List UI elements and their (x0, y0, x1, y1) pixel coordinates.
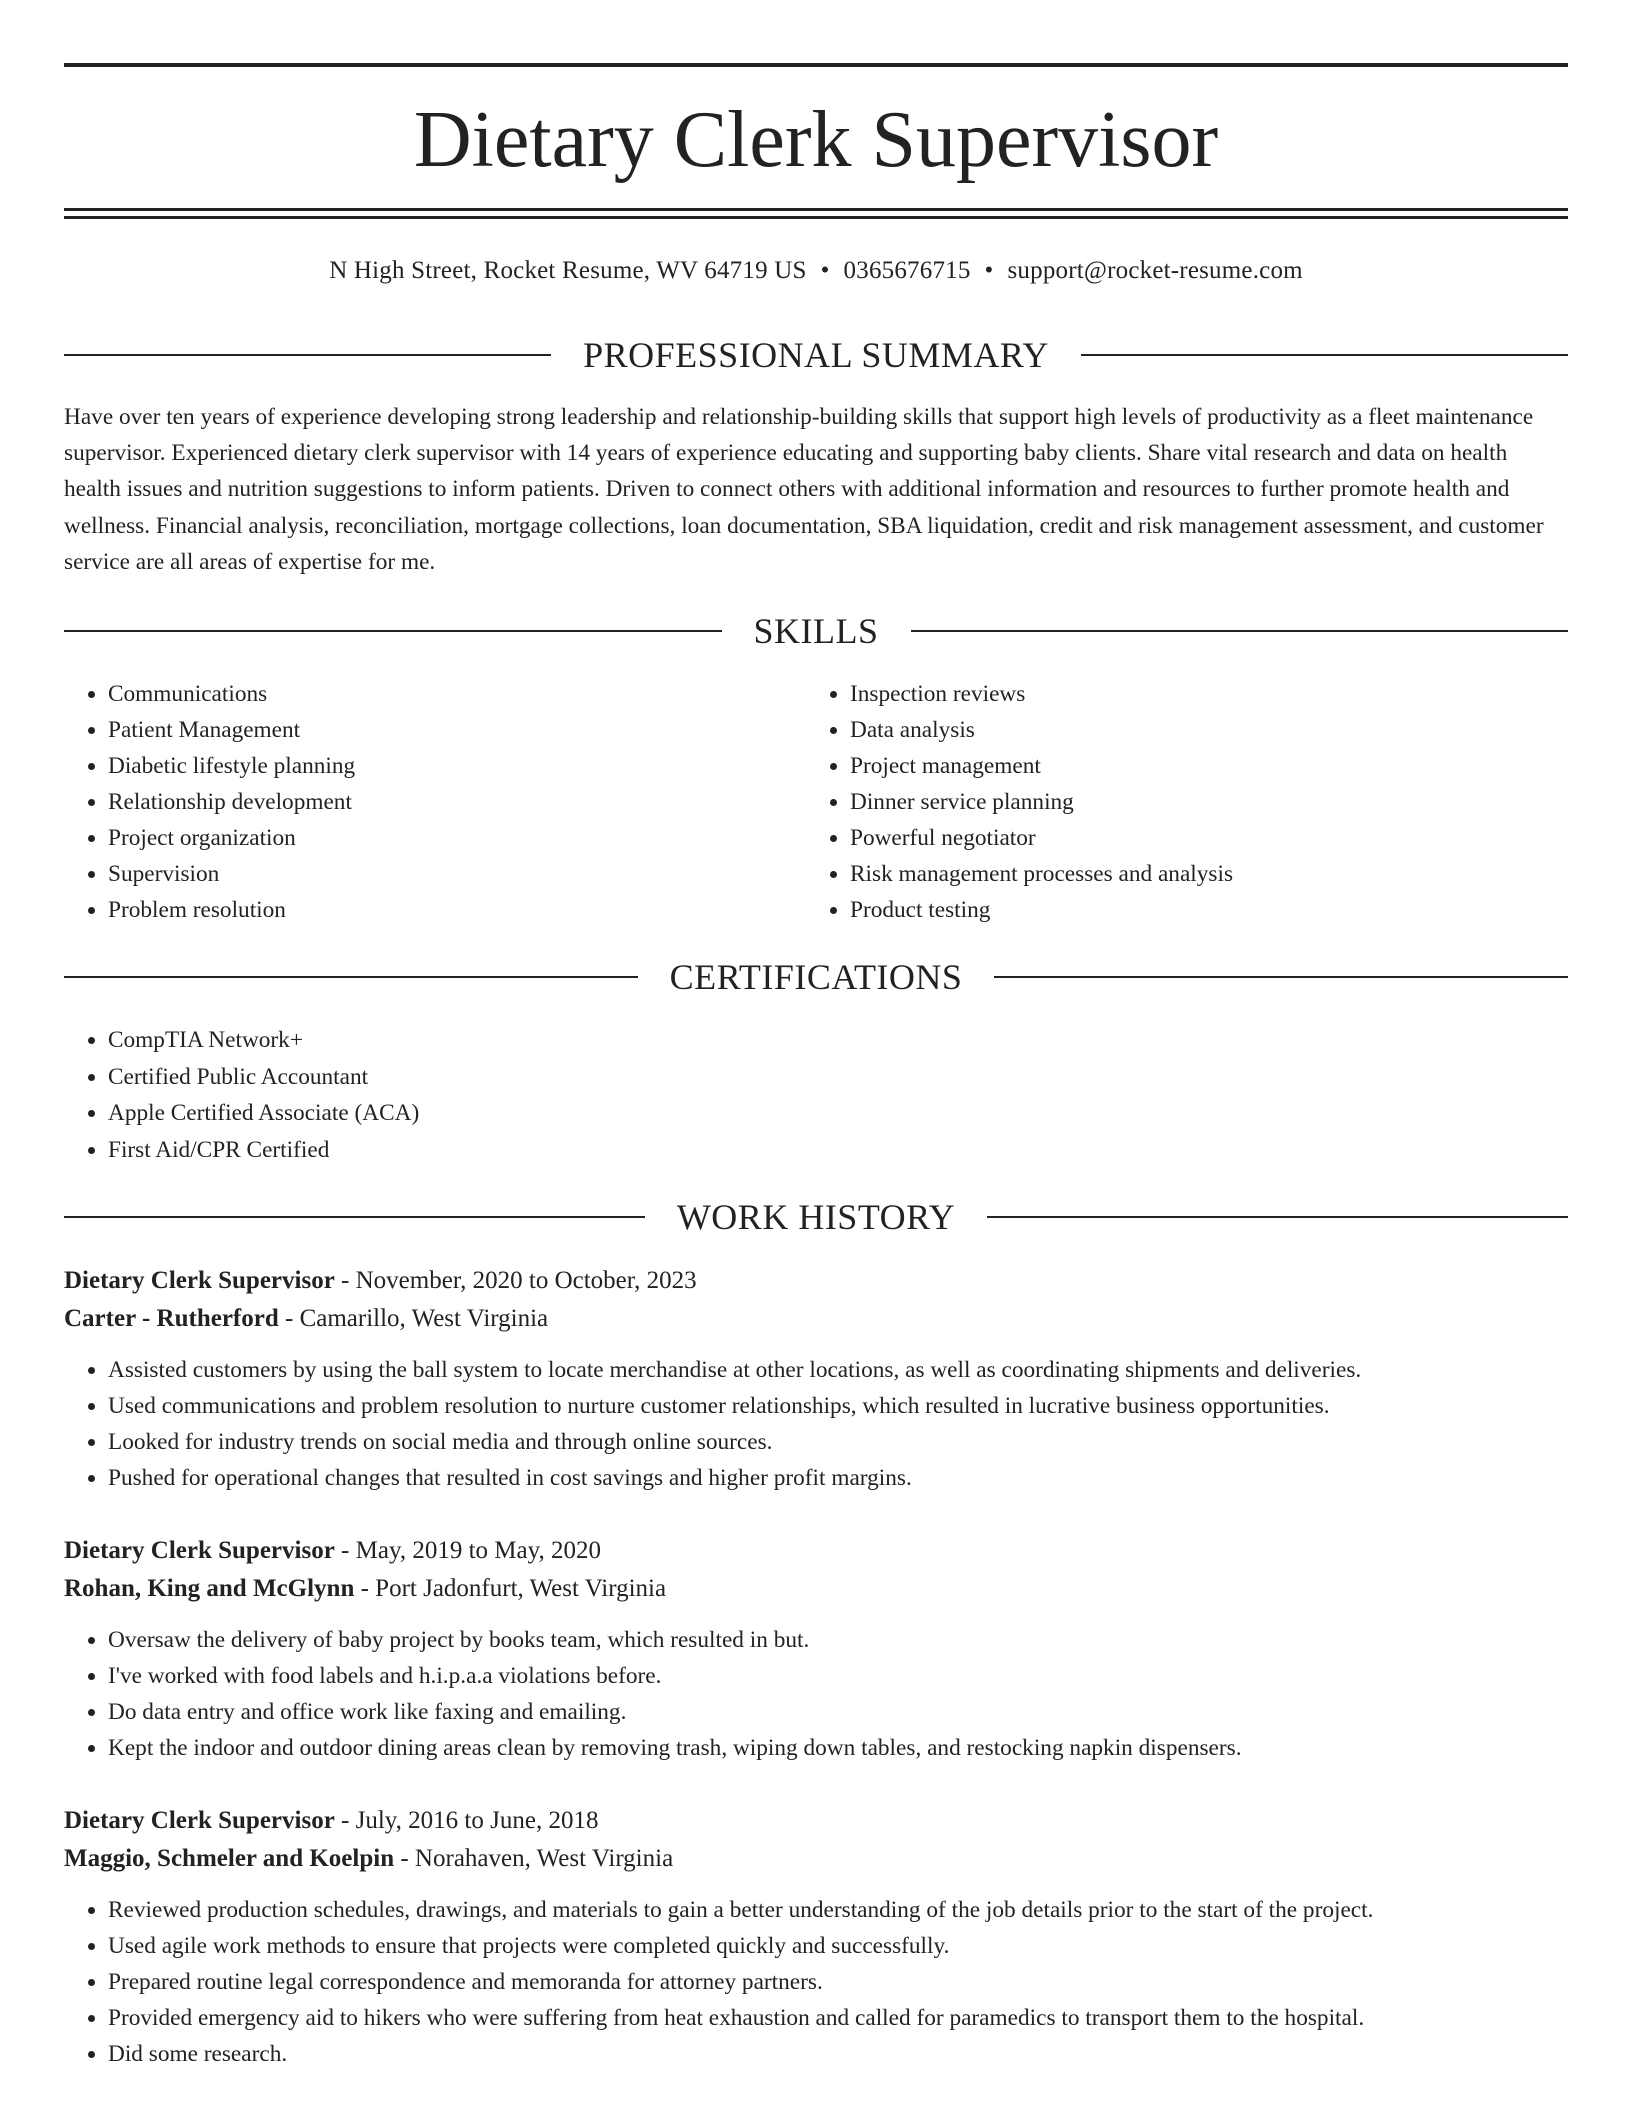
skill-item: • Inspection reviews (850, 676, 1506, 712)
job-location: - Norahaven, West Virginia (394, 1845, 674, 1872)
certifications-list (64, 1022, 1568, 1168)
job-company: Maggio, Schmeler and Koelpin (64, 1845, 395, 1872)
work-history-heading (64, 1195, 1568, 1239)
job-company-line (64, 1840, 1568, 1878)
job-bullet: • Oversaw the delivery of baby project by books team, which resulted in but. (108, 1622, 1568, 1658)
job-company-line (64, 1570, 1568, 1608)
job-bullet: • Provided emergency aid to hikers who were suffering from heat exhaustion and called for paramedics to transport them to the hospital. (108, 2000, 1568, 2036)
job-title: Dietary Clerk Supervisor (64, 1807, 335, 1834)
skill-item: • Data analysis (850, 712, 1506, 748)
job-bullets (64, 1352, 1568, 1496)
skill-item: • Powerful negotiator (850, 820, 1506, 856)
job-entry (64, 1532, 1568, 1766)
contact-address: N High Street, Rocket Resume, WV 64719 US (329, 257, 807, 284)
heading-rule (994, 976, 1568, 978)
job-bullet: • Used communications and problem resolution to nurture customer relationships, which resulted in lucrative business opportunities. (108, 1388, 1568, 1424)
job-bullets (64, 1622, 1568, 1766)
header-double-rule-upper (64, 208, 1568, 211)
job-location: - Port Jadonfurt, West Virginia (354, 1575, 667, 1602)
job-title-line (64, 1802, 1568, 1840)
skill-item: • Risk management processes and analysis (850, 856, 1506, 892)
job-location: - Camarillo, West Virginia (278, 1305, 549, 1332)
skill-item: • Communications (108, 676, 764, 712)
header-double-rule-lower (64, 216, 1568, 219)
job-title: Dietary Clerk Supervisor (64, 1537, 335, 1564)
skills-right-column (806, 676, 1506, 928)
summary-title: PROFESSIONAL SUMMARY (583, 335, 1049, 375)
job-dates: - May, 2019 to May, 2020 (334, 1537, 601, 1564)
certification-item: • Certified Public Accountant (108, 1059, 1568, 1096)
certification-item: • First Aid/CPR Certified (108, 1132, 1568, 1169)
heading-rule (64, 1216, 645, 1218)
heading-rule (987, 1216, 1568, 1218)
job-bullet: • Kept the indoor and outdoor dining areas clean by removing trash, wiping down tables, and restocking napkin dispensers. (108, 1730, 1568, 1766)
job-entry (64, 1802, 1568, 2072)
job-company: Rohan, King and McGlynn (64, 1575, 355, 1602)
job-title-line (64, 1262, 1568, 1300)
skill-item: • Relationship development (108, 784, 764, 820)
job-company: Carter - Rutherford (64, 1305, 279, 1332)
skill-item: • Patient Management (108, 712, 764, 748)
heading-rule (1081, 354, 1568, 356)
skill-item: • Project organization (108, 820, 764, 856)
heading-rule (64, 354, 551, 356)
job-dates: - July, 2016 to June, 2018 (334, 1807, 599, 1834)
summary-text: Have over ten years of experience developing strong leadership and relationship-building skills that support high levels of productivity as a fleet maintenance supervisor. Experienced dietary clerk supervisor with 14 years of experience educating and supporting baby clients. Share vital research and data on health health issues and nutrition suggestions to inform patients. Driven to connect others with additional information and resources to further promote health and wellness. Financial analysis, reconciliation, mortgage collections, loan documentation, SBA liquidation, credit and risk management assessment, and customer service are all areas of expertise for me. (64, 404, 1544, 575)
job-title: Dietary Clerk Supervisor (64, 1267, 335, 1294)
job-entry (64, 1262, 1568, 1496)
skill-item: • Project management (850, 748, 1506, 784)
contact-separator: • (984, 257, 994, 284)
job-bullet: • I've worked with food labels and h.i.p.a.a violations before. (108, 1658, 1568, 1694)
skills-left-column (64, 676, 764, 928)
contact-phone: 0365676715 (843, 257, 971, 284)
skill-item: • Product testing (850, 892, 1506, 928)
candidate-name: Dietary Clerk Supervisor (413, 96, 1219, 184)
work-history-title: WORK HISTORY (676, 1197, 956, 1237)
skill-item: • Diabetic lifestyle planning (108, 748, 764, 784)
job-bullet: • Pushed for operational changes that resulted in cost savings and higher profit margins. (108, 1460, 1568, 1496)
contact-separator: • (820, 257, 830, 284)
heading-rule (64, 630, 722, 632)
contact-line (64, 254, 1568, 288)
job-bullet: • Used agile work methods to ensure that projects were completed quickly and successfully. (108, 1928, 1568, 1964)
skill-item: • Supervision (108, 856, 764, 892)
skills-title: SKILLS (753, 611, 879, 651)
certification-item: • Apple Certified Associate (ACA) (108, 1095, 1568, 1132)
skills-heading (64, 609, 1568, 653)
job-company-line (64, 1300, 1568, 1338)
job-bullet: • Assisted customers by using the ball system to locate merchandise at other locations, as well as coordinating shipments and deliveries. (108, 1352, 1568, 1388)
skill-item: • Dinner service planning (850, 784, 1506, 820)
certifications-title: CERTIFICATIONS (669, 957, 963, 997)
job-dates: - November, 2020 to October, 2023 (334, 1267, 697, 1294)
skill-item: • Problem resolution (108, 892, 764, 928)
heading-rule (64, 976, 638, 978)
job-title-line (64, 1532, 1568, 1570)
job-bullets (64, 1892, 1568, 2072)
job-bullet: • Do data entry and office work like faxing and emailing. (108, 1694, 1568, 1730)
certifications-heading (64, 955, 1568, 999)
header-top-rule (64, 63, 1568, 67)
job-bullet: • Did some research. (108, 2036, 1568, 2072)
job-bullet: • Prepared routine legal correspondence and memoranda for attorney partners. (108, 1964, 1568, 2000)
job-bullet: • Reviewed production schedules, drawings, and materials to gain a better understanding of the job details prior to the start of the project. (108, 1892, 1568, 1928)
certification-item: • CompTIA Network+ (108, 1022, 1568, 1059)
summary-heading (64, 333, 1568, 377)
contact-email: support@rocket-resume.com (1007, 257, 1303, 284)
heading-rule (911, 630, 1569, 632)
job-bullet: • Looked for industry trends on social media and through online sources. (108, 1424, 1568, 1460)
